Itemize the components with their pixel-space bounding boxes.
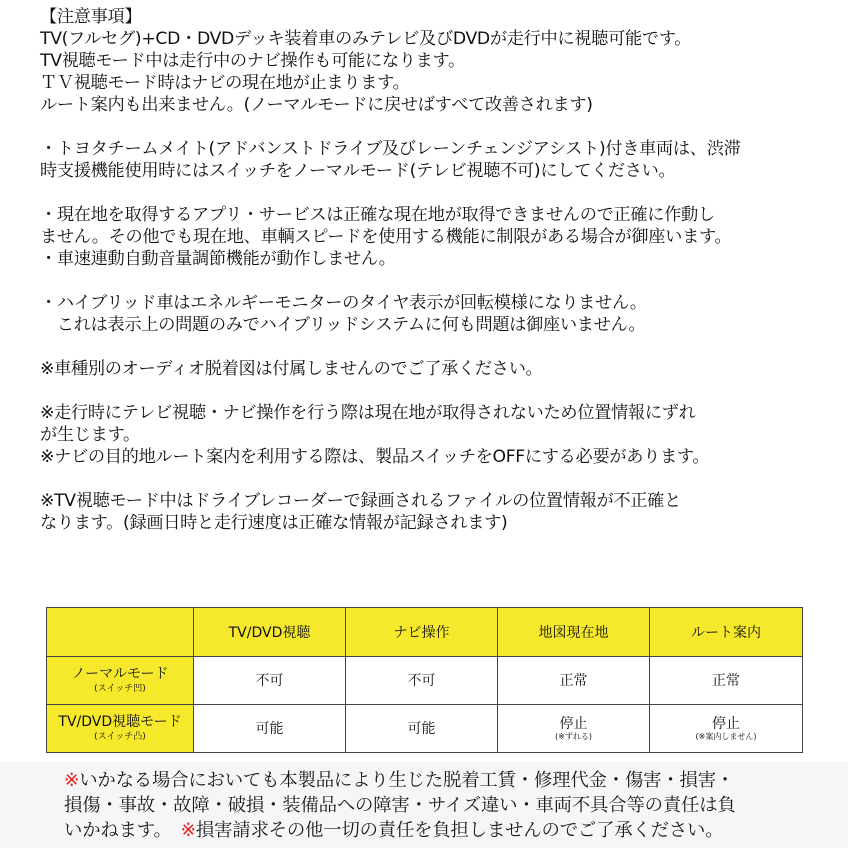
table-cell: 停止 (※ずれる) (498, 705, 650, 753)
note-line: ※ナビの目的地ルート案内を利用する際は、製品スイッチをOFFにする必要があります。 (40, 447, 710, 467)
notes-heading: 【注意事項】 (40, 7, 142, 27)
note-line: TV視聴モード中は走行中のナビ操作も可能になります。 (40, 51, 465, 71)
table-row (47, 657, 803, 705)
note-line: ※走行時にテレビ視聴・ナビ操作を行う際は現在地が取得されないため位置情報にずれ (40, 403, 696, 423)
column-header: ナビ操作 (346, 608, 498, 657)
mode-comparison-table (46, 607, 803, 753)
row-header-normal-mode (47, 657, 194, 705)
column-header: ルート案内 (650, 608, 803, 657)
table-cell: 正常 (498, 657, 650, 705)
note-line: ＴＶ視聴モード時はナビの現在地が止まります。 (40, 73, 410, 93)
notes-section (40, 6, 840, 534)
table-cell: 不可 (346, 657, 498, 705)
table-corner-cell (47, 608, 194, 657)
table-cell: 可能 (346, 705, 498, 753)
table-cell: 停止 (※案内しません) (650, 705, 803, 753)
column-header: TV/DVD視聴 (194, 608, 346, 657)
cell-note: (※案内しません) (695, 731, 757, 741)
note-line: が生じます。 (40, 425, 140, 445)
row-label: ノーマルモード (71, 666, 169, 682)
note-line: ルート案内も出来ません。(ノーマルモードに戻せばすべて改善されます) (40, 95, 593, 115)
note-line: TV(フルセグ)+CD・DVDデッキ装着車のみテレビ及びDVDが走行中に視聴可能です。 (40, 29, 692, 49)
table-header-row (47, 608, 803, 657)
note-line: ※TV視聴モード中はドライブレコーダーで録画されるファイルの位置情報が不正確と (40, 491, 681, 511)
note-line: なります。(録画日時と走行速度は正確な情報が記録されます) (40, 513, 508, 533)
row-label: TV/DVD視聴モード (58, 714, 182, 730)
row-sublabel: (スイッチ凸) (94, 732, 146, 742)
note-line: 時支援機能使用時にはスイッチをノーマルモード(テレビ視聴不可)にしてください。 (40, 161, 676, 181)
disclaimer-box (0, 762, 848, 848)
note-line: これは表示上の問題のみでハイブリッドシステムに何も問題は御座いません。 (40, 315, 646, 335)
note-line: ※車種別のオーディオ脱着図は付属しませんのでご了承ください。 (40, 359, 543, 379)
note-line: ・車速連動自動音量調節機能が動作しません。 (40, 249, 396, 269)
cell-note: (※ずれる) (555, 731, 592, 741)
asterisk-mark: ※ (180, 820, 196, 841)
row-header-tv-mode (47, 705, 194, 753)
note-line: ません。その他でも現在地、車輌スピードを使用する機能に制限がある場合が御座います。 (40, 227, 732, 247)
disclaimer-text: ※いかなる場合においても本製品により生じた脱着工賃・修理代金・傷害・損害・ 損傷・事故・故障・破損・装備品への障害・サイズ違い・車両不具合等の責任は負 いかねます。 ※損害請求その他一切の責任を負担しませんのでご了承ください。 (64, 770, 736, 841)
note-line: ・トヨタチームメイト(アドバンストドライブ及びレーンチェンジアシスト)付き車両は、渋滞 (40, 139, 741, 159)
row-sublabel: (スイッチ凹) (94, 684, 146, 694)
column-header: 地図現在地 (498, 608, 650, 657)
table-cell: 可能 (194, 705, 346, 753)
asterisk-mark: ※ (64, 770, 80, 791)
note-line: ・現在地を取得するアプリ・サービスは正確な現在地が取得できませんので正確に作動し (40, 205, 715, 225)
note-line: ・ハイブリッド車はエネルギーモニターのタイヤ表示が回転模様になりません。 (40, 293, 647, 313)
table-cell: 正常 (650, 657, 803, 705)
table-cell: 不可 (194, 657, 346, 705)
table-row (47, 705, 803, 753)
